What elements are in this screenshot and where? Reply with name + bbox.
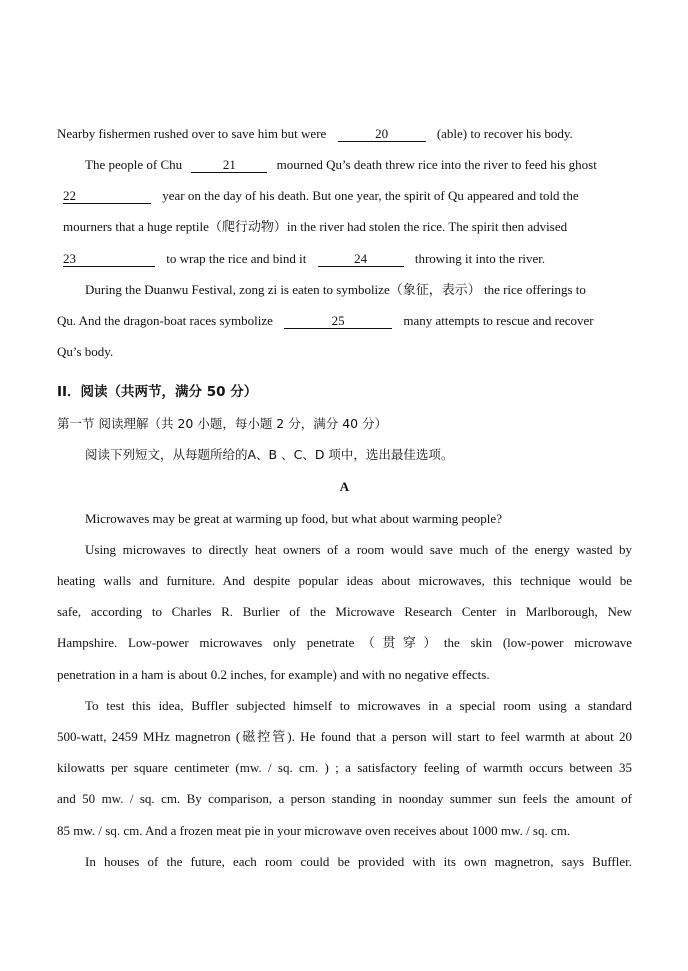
passage-line: and 50 mw. / sq. cm. By comparison, a person standing in noonday summer sun feels the amount of <box>57 791 632 806</box>
cloze-text: mourners that a huge reptile（爬行动物）in the river had stolen the rice. The spirit then advised <box>63 219 568 234</box>
cloze-text: During the Duanwu Festival, zong zi is eaten to symbolize（象征，表示） the rice offerings to <box>85 282 586 297</box>
cloze-line-3 <box>63 188 632 204</box>
blank-23[interactable]: 23 <box>63 252 155 267</box>
cloze-line-6 <box>85 282 632 298</box>
cloze-text: mourned Qu’s death threw rice into the river to feed his ghost <box>276 157 597 172</box>
passage-paragraph-1: Microwaves may be great at warming up food, but what about warming people? <box>85 511 502 526</box>
cloze-text: Qu. And the dragon-boat races symbolize <box>57 313 273 328</box>
cloze-line-7 <box>57 313 632 329</box>
passage-line: heating walls and furniture. And despite popular ideas about microwaves, this technique would be <box>57 573 632 588</box>
passage-line: 85 mw. / sq. cm. And a frozen meat pie in your microwave oven receives about 1000 mw. / sq. cm. <box>57 823 571 838</box>
blank-25[interactable]: 25 <box>284 314 392 329</box>
cloze-text: (able) to recover his body. <box>436 126 573 141</box>
blank-21[interactable]: 21 <box>191 158 267 173</box>
passage-line: Hampshire. Low-power microwaves only penetrate（贯穿）the skin (low-power microwave <box>57 635 632 650</box>
passage-line: 500-watt, 2459 MHz magnetron (磁控管). He found that a person will start to feel warmth at about 20 <box>57 729 632 744</box>
cloze-text: throwing it into the river. <box>414 251 546 266</box>
cloze-line-2 <box>85 157 632 173</box>
cloze-line-1 <box>57 126 632 142</box>
cloze-text: The people of Chu <box>85 157 183 172</box>
blank-20[interactable]: 20 <box>338 127 426 142</box>
cloze-text: Qu’s body. <box>57 344 114 359</box>
passage-line: kilowatts per square centimeter (mw. / sq. cm. ) ; a satisfactory feeling of warmth occurs between 35 <box>57 760 632 775</box>
cloze-line-5 <box>63 251 632 267</box>
passage-line: Using microwaves to directly heat owners of a room would save much of the energy wasted by <box>85 542 632 557</box>
passage-line: penetration in a ham is about 0.2 inches, for example) and with no negative effects. <box>57 667 490 682</box>
cloze-text: to wrap the rice and bind it <box>166 251 307 266</box>
blank-24[interactable]: 24 <box>318 252 404 267</box>
passage-line: In houses of the future, each room could be provided with its own magnetron, says Buffler. <box>85 854 632 869</box>
cloze-line-8 <box>57 344 632 360</box>
cloze-text: Nearby fishermen rushed over to save him but were <box>57 126 327 141</box>
section-instruction: 阅读下列短文，从每题所给的A、B 、C、D 项中，选出最佳选项。 <box>85 447 454 462</box>
passage-line: safe, according to Charles R. Burlier of the Microwave Research Center in Marlborough, New <box>57 604 632 619</box>
passage-line: To test this idea, Buffler subjected himself to microwaves in a special room using a standard <box>85 698 632 713</box>
cloze-text: many attempts to rescue and recover <box>403 313 594 328</box>
section-title: II．阅读（共两节，满分 50 分） <box>57 384 258 400</box>
cloze-text: year on the day of his death. But one year, the spirit of Qu appeared and told the <box>162 188 579 203</box>
section-part-title: 第一节 阅读理解（共 20 小题，每小题 2 分，满分 40 分） <box>57 416 388 431</box>
blank-22[interactable]: 22 <box>63 189 151 204</box>
passage-label: A <box>339 479 350 494</box>
cloze-line-4 <box>63 219 632 235</box>
